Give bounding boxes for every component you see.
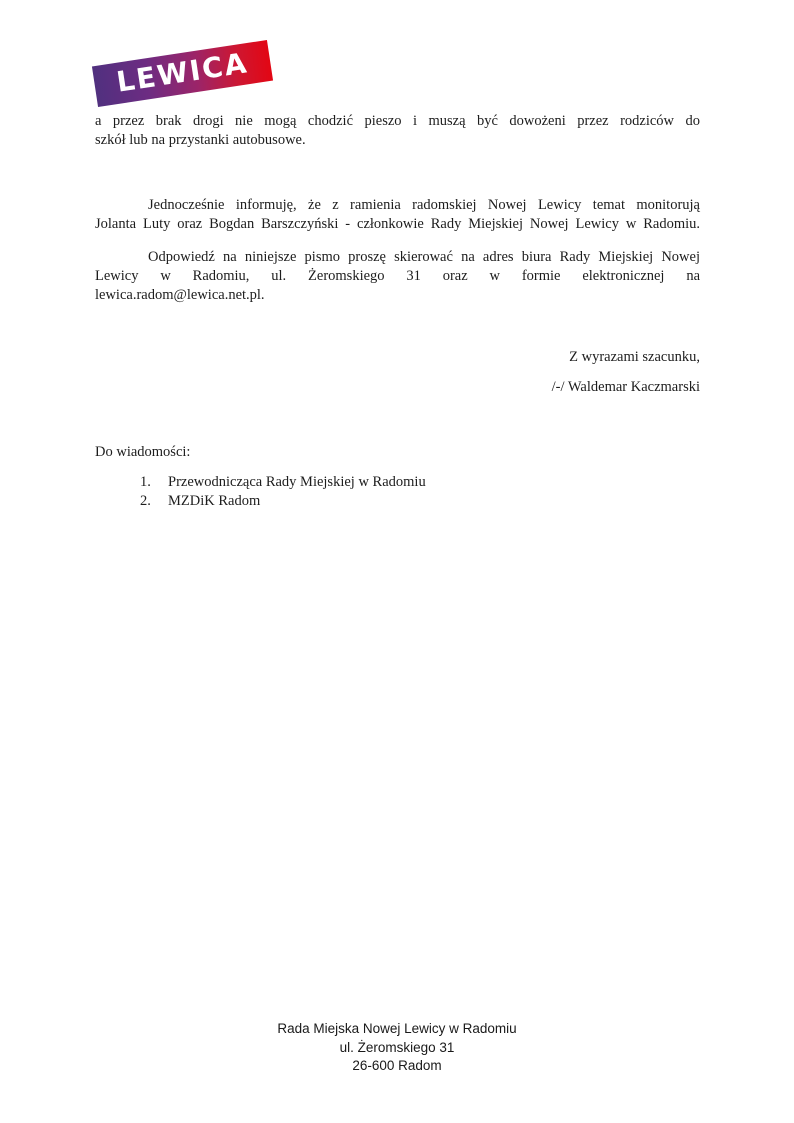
paragraph-3 — [95, 248, 700, 305]
email-address: lewica.radom@lewica.net.pl. — [95, 287, 265, 303]
paragraph-2 — [95, 196, 700, 234]
paragraph-line: Jednocześnie informuję, że z ramienia radomskiej Nowej Lewicy temat monitorują — [148, 197, 700, 213]
cc-item-text: Przewodnicząca Rady Miejskiej w Radomiu — [168, 474, 426, 490]
paragraph-line: a przez brak drogi nie mogą chodzić pieszo i muszą być dowożeni przez rodziców do — [95, 113, 700, 129]
cc-item-number: 2. — [140, 493, 151, 509]
paragraph-line: Odpowiedź na niniejsze pismo proszę skierować na adres biura Rady Miejskiej Nowej — [148, 249, 700, 265]
footer-org-name: Rada Miejska Nowej Lewicy w Radomiu — [277, 1021, 517, 1036]
footer-city: 26-600 Radom — [352, 1058, 442, 1073]
paragraph-line: Lewicy w Radomiu, ul. Żeromskiego 31 oraz w formie elektronicznej na — [95, 268, 700, 284]
cc-item — [95, 492, 700, 511]
cc-heading: Do wiadomości: — [95, 444, 191, 460]
signature-name: /-/ Waldemar Kaczmarski — [551, 379, 700, 395]
paragraph-line: szkół lub na przystanki autobusowe. — [95, 132, 306, 148]
letter-footer — [0, 1020, 794, 1076]
lewica-logo — [92, 40, 273, 107]
letter-body — [95, 112, 700, 511]
cc-item-text: MZDiK Radom — [168, 493, 261, 509]
paragraph-1 — [95, 112, 700, 150]
footer-street: ul. Żeromskiego 31 — [339, 1039, 455, 1055]
lewica-logo-text: LEWICA — [114, 45, 251, 99]
closing-phrase: Z wyrazami szacunku, — [569, 349, 700, 365]
cc-list — [95, 473, 700, 511]
cc-item — [95, 473, 700, 492]
cc-item-number: 1. — [140, 474, 151, 490]
paragraph-line: Jolanta Luty oraz Bogdan Barszczyński - członkowie Rady Miejskiej Nowej Lewicy w Radomiu. — [95, 216, 700, 232]
